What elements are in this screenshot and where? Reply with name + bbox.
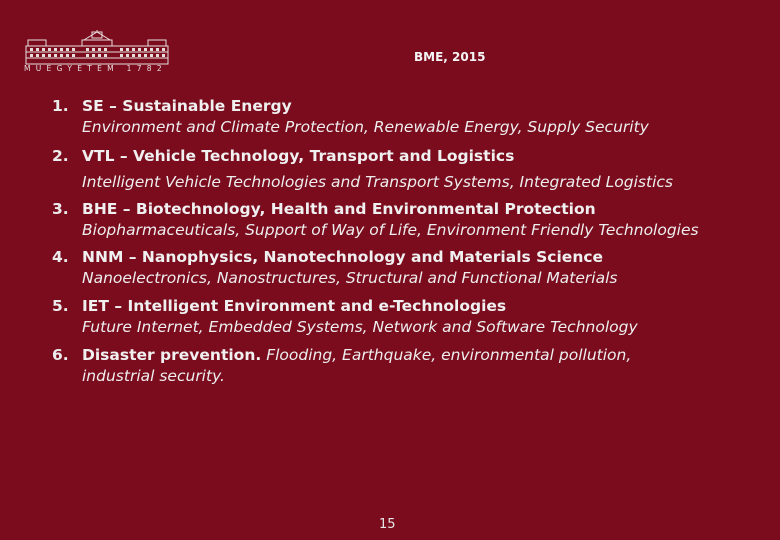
item-description: Flooding, Earthquake, environmental pollution, industrial security.: [82, 346, 632, 385]
item-number: 4.: [52, 248, 69, 266]
item-description: Future Internet, Embedded Systems, Network and Software Technology: [82, 318, 638, 336]
item-number: 1.: [52, 97, 69, 115]
item-number: 5.: [52, 297, 69, 315]
item-number: 2.: [52, 147, 69, 165]
list-item: [52, 96, 752, 138]
list-item: [52, 296, 752, 338]
header-label: BME, 2015: [414, 50, 486, 64]
item-title: NNM – Nanophysics, Nanotechnology and Materials Science: [82, 248, 604, 266]
item-title: VTL – Vehicle Technology, Transport and Logistics: [82, 147, 515, 165]
item-title: IET – Intelligent Environment and e-Technologies: [82, 297, 507, 315]
page-number: 15: [379, 517, 396, 532]
item-number: 3.: [52, 200, 69, 218]
list-item: [52, 146, 752, 193]
item-title: SE – Sustainable Energy: [82, 97, 292, 115]
item-description: Biopharmaceuticals, Support of Way of Life, Environment Friendly Technologies: [82, 221, 699, 239]
item-number: 6.: [52, 346, 69, 364]
item-description: Intelligent Vehicle Technologies and Transport Systems, Integrated Logistics: [82, 173, 673, 191]
list-item: [52, 345, 752, 387]
list-item: [52, 247, 752, 289]
item-title: Disaster prevention.: [82, 346, 262, 364]
list-item: [52, 199, 752, 241]
priority-list: [52, 96, 752, 387]
item-description: Environment and Climate Protection, Renewable Energy, Supply Security: [82, 118, 649, 136]
logo-wordmark: MŰEGYETEM 1782: [24, 64, 167, 73]
item-description: Nanoelectronics, Nanostructures, Structural and Functional Materials: [82, 269, 618, 287]
item-title: BHE – Biotechnology, Health and Environmental Protection: [82, 200, 596, 218]
building-icon: [24, 30, 170, 66]
